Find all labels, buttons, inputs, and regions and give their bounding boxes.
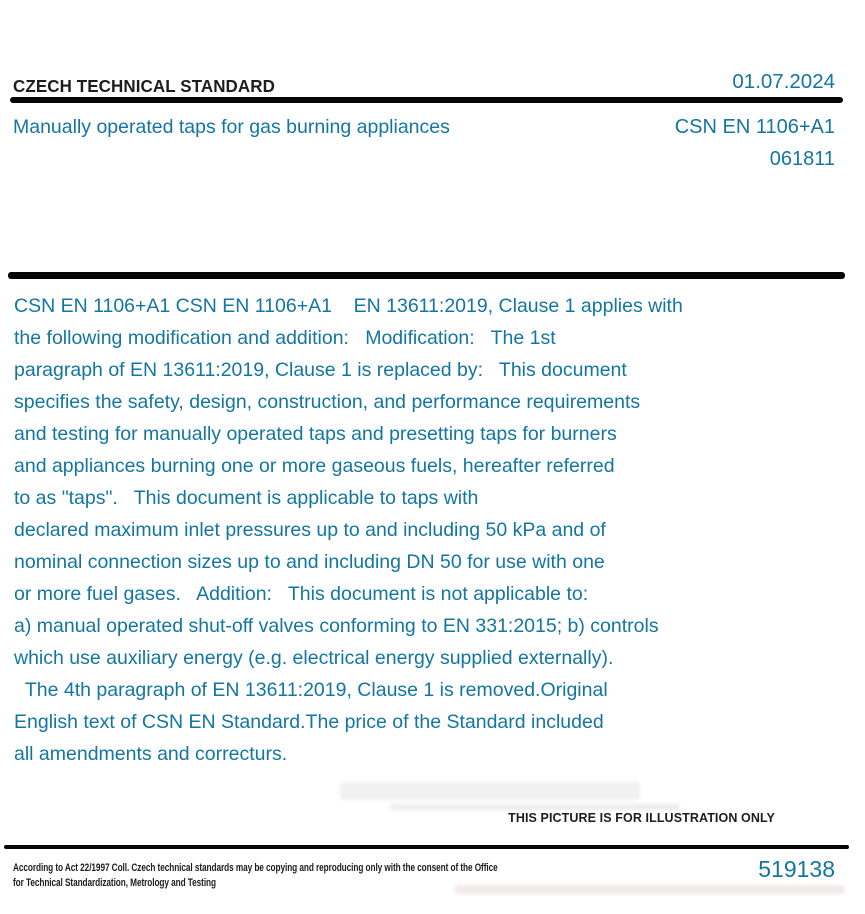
standard-designation: CSN EN 1106+A1 xyxy=(674,116,835,138)
scope-line: and testing for manually operated taps and presetting taps for burners xyxy=(14,423,617,445)
standard-class-number: 061811 xyxy=(769,148,835,170)
scope-line: which use auxiliary energy (e.g. electrical energy supplied externally). xyxy=(14,647,614,669)
copyright-line: According to Act 22/1997 Coll. Czech technical standards may be copying and reproducing only with the consent of the Office xyxy=(13,862,498,874)
scope-line: a) manual operated shut-off valves conforming to EN 331:2015; b) controls xyxy=(14,615,659,637)
scope-line: nominal connection sizes up to and including DN 50 for use with one xyxy=(14,551,605,573)
faded-watermark-smudge xyxy=(340,782,640,800)
copyright-line: for Technical Standardization, Metrology and Testing xyxy=(13,877,216,889)
copyright-notice xyxy=(13,861,498,891)
header-divider-rule xyxy=(10,97,843,103)
issue-date: 01.07.2024 xyxy=(732,70,835,93)
scope-line: declared maximum inlet pressures up to and including 50 kPa and of xyxy=(14,519,606,541)
scope-line: The 4th paragraph of EN 13611:2019, Clause 1 is removed.Original xyxy=(14,679,608,701)
scope-line: paragraph of EN 13611:2019, Clause 1 is replaced by: This document xyxy=(14,359,627,381)
section-divider-rule xyxy=(8,272,845,279)
scope-line: English text of CSN EN Standard.The price of the Standard included xyxy=(14,711,604,733)
scope-line: to as "taps". This document is applicable to taps with xyxy=(14,487,479,509)
footer-divider-rule xyxy=(4,845,849,849)
scope-line: specifies the safety, design, construction, and performance requirements xyxy=(14,391,641,413)
faded-watermark-smudge xyxy=(455,885,845,894)
scope-line: all amendments and correcturs. xyxy=(14,743,288,765)
scope-line: and appliances burning one or more gaseous fuels, hereafter referred xyxy=(14,455,615,477)
faded-watermark-smudge xyxy=(390,804,680,810)
standard-title: Manually operated taps for gas burning appliances xyxy=(13,116,450,138)
standard-type-label: CZECH TECHNICAL STANDARD xyxy=(13,76,275,96)
scope-line: the following modification and addition: Modification: The 1st xyxy=(14,327,556,349)
scope-text xyxy=(14,290,844,770)
illustration-only-note: THIS PICTURE IS FOR ILLUSTRATION ONLY xyxy=(508,811,775,825)
order-number: 519138 xyxy=(758,856,835,882)
scope-line: CSN EN 1106+A1 CSN EN 1106+A1 EN 13611:2019, Clause 1 applies with xyxy=(14,295,683,317)
scope-line: or more fuel gases. Addition: This document is not applicable to: xyxy=(14,583,589,605)
